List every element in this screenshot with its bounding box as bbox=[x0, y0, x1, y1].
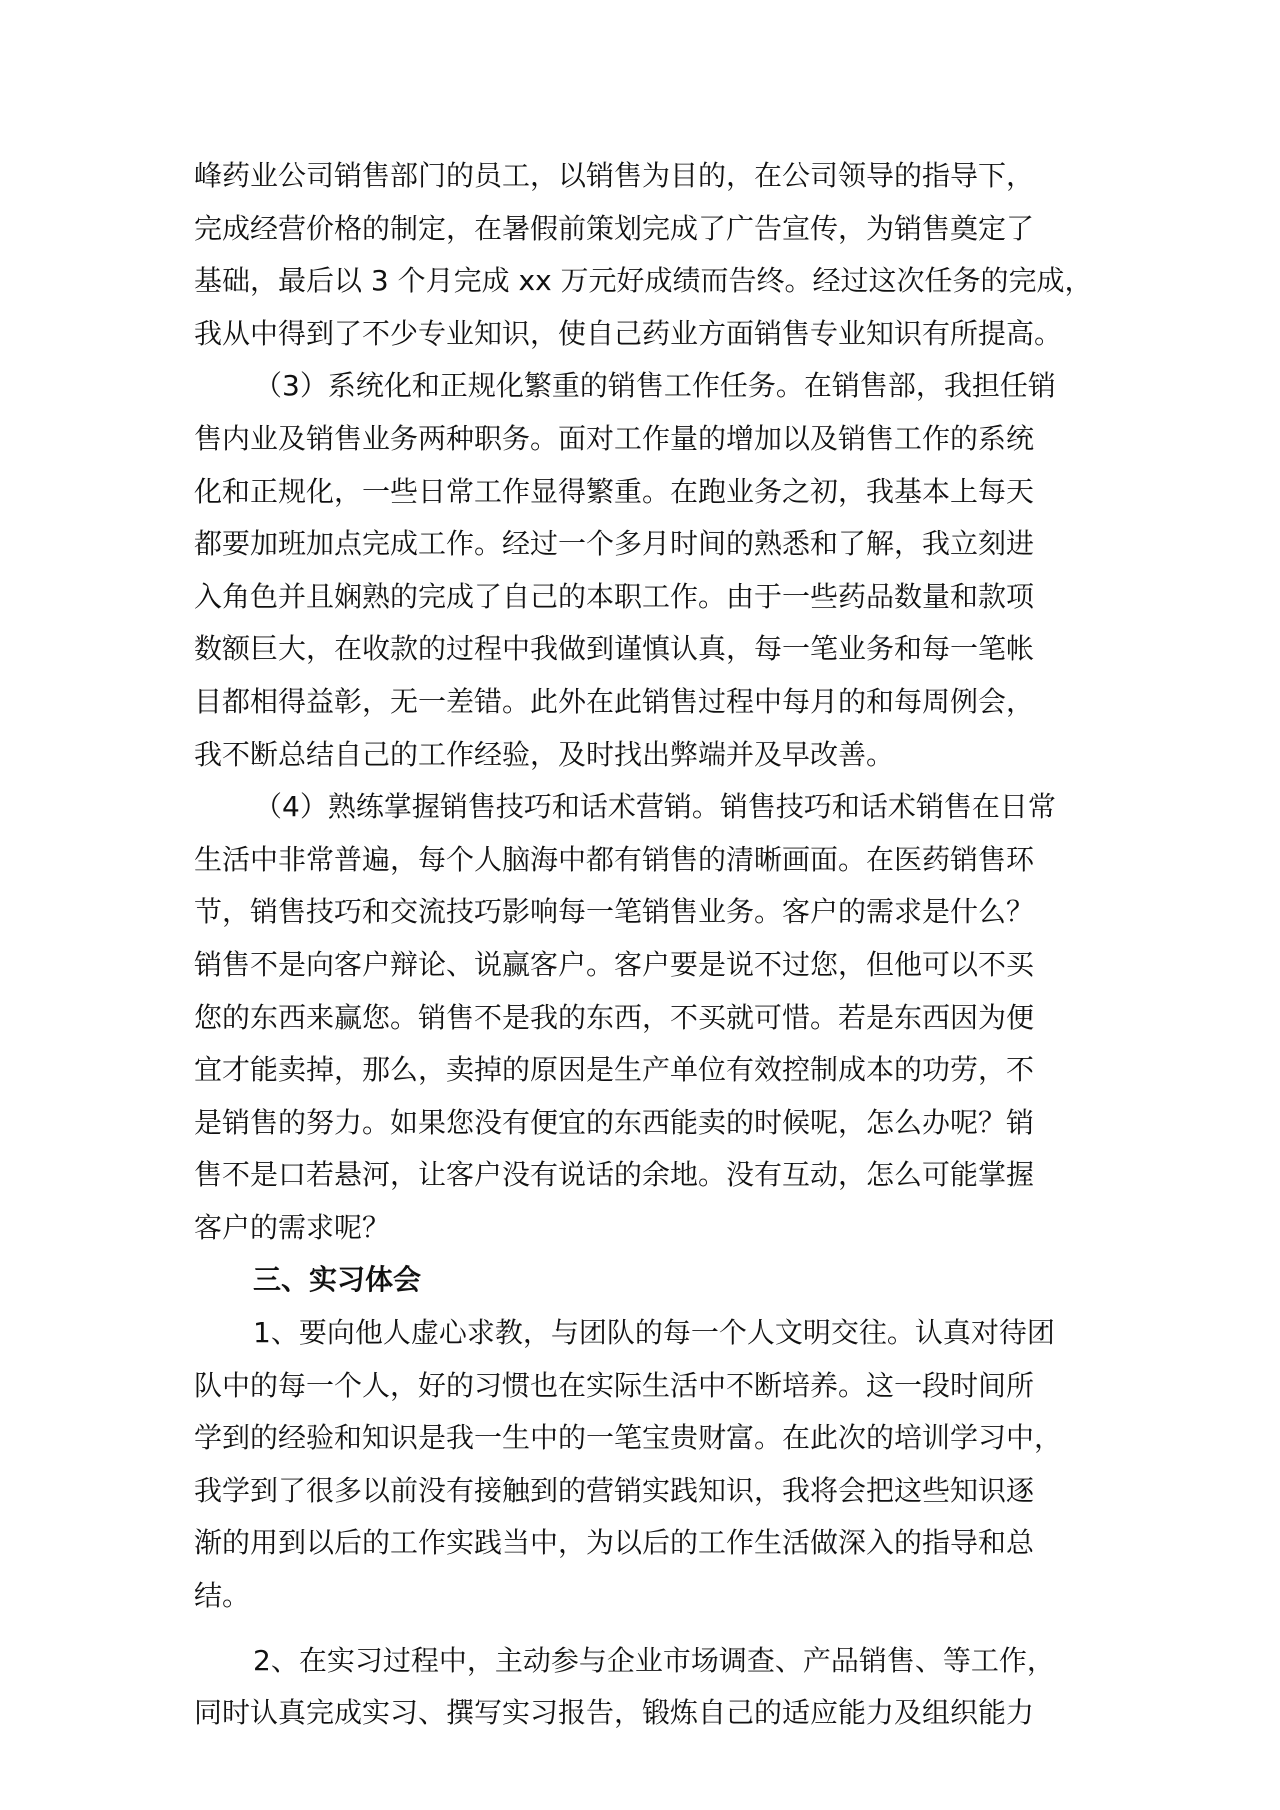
document-body bbox=[194, 150, 1094, 1740]
text-line: 峰药业公司销售部门的员工，以销售为目的，在公司领导的指导下， bbox=[194, 159, 1035, 192]
text-line: 是销售的努力。如果您没有便宜的东西能卖的时候呢，怎么办呢？销 bbox=[194, 1105, 1035, 1139]
text-line: 结。 bbox=[194, 1579, 251, 1613]
paragraph-sales-department bbox=[194, 150, 1094, 360]
text-line: 我学到了很多以前没有接触到的营销实践知识，我将会把这些知识逐 bbox=[194, 1473, 1035, 1507]
text-line: 都要加班加点完成工作。经过一个多月时间的熟悉和了解，我立刻进 bbox=[194, 527, 1035, 561]
text-line: 2、在实习过程中，主动参与企业市场调查、产品销售、等工作， bbox=[253, 1643, 1055, 1677]
text-line: 入角色并且娴熟的完成了自己的本职工作。由于一些药品数量和款项 bbox=[194, 579, 1035, 613]
paragraph-experience-1 bbox=[194, 1307, 1094, 1623]
section-heading: 三、实习体会 bbox=[253, 1263, 422, 1297]
text-line: 队中的每一个人，好的习惯也在实际生活中不断培养。这一段时间所 bbox=[194, 1368, 1035, 1402]
text-line: 化和正规化，一些日常工作显得繁重。在跑业务之初，我基本上每天 bbox=[194, 474, 1035, 508]
text-line: 同时认真完成实习、撰写实习报告，锻炼自己的适应能力及组织能力 bbox=[194, 1696, 1035, 1730]
text-line: 基础，最后以 3 个月完成 xx 万元好成绩而告终。经过这次任务的完成， bbox=[194, 264, 1093, 298]
paragraph-item-4 bbox=[194, 781, 1094, 1254]
paragraph-item-3 bbox=[194, 360, 1094, 781]
text-line: 售不是口若悬河，让客户没有说话的余地。没有互动，怎么可能掌握 bbox=[194, 1158, 1035, 1192]
text-line: 您的东西来赢您。销售不是我的东西，不买就可惜。若是东西因为便 bbox=[194, 1000, 1035, 1034]
text-line: 节，销售技巧和交流技巧影响每一笔销售业务。客户的需求是什么？ bbox=[194, 895, 1035, 929]
text-line: （4）熟练掌握销售技巧和话术营销。销售技巧和话术销售在日常 bbox=[254, 790, 1056, 824]
text-line: 1、要向他人虚心求教，与团队的每一个人文明交往。认真对待团 bbox=[253, 1316, 1055, 1350]
paragraph-experience-2 bbox=[194, 1635, 1094, 1740]
text-line: 数额巨大，在收款的过程中我做到谨慎认真，每一笔业务和每一笔帐 bbox=[194, 632, 1035, 666]
text-line: 我从中得到了不少专业知识，使自己药业方面销售专业知识有所提高。 bbox=[194, 316, 1063, 350]
text-line: 生活中非常普遍，每个人脑海中都有销售的清晰画面。在医药销售环 bbox=[194, 842, 1035, 876]
text-line: （3）系统化和正规化繁重的销售工作任务。在销售部，我担任销 bbox=[254, 369, 1056, 403]
text-line: 目都相得益彰，无一差错。此外在此销售过程中每月的和每周例会， bbox=[194, 684, 1035, 718]
text-line: 学到的经验和知识是我一生中的一笔宝贵财富。在此次的培训学习中， bbox=[194, 1421, 1063, 1455]
text-line: 宜才能卖掉，那么，卖掉的原因是生产单位有效控制成本的功劳，不 bbox=[194, 1053, 1035, 1087]
text-line: 完成经营价格的制定，在暑假前策划完成了广告宣传，为销售奠定了 bbox=[194, 211, 1035, 245]
text-line: 销售不是向客户辩论、说赢客户。客户要是说不过您，但他可以不买 bbox=[194, 947, 1035, 981]
text-line: 售内业及销售业务两种职务。面对工作量的增加以及销售工作的系统 bbox=[194, 421, 1035, 455]
text-line: 我不断总结自己的工作经验，及时找出弊端并及早改善。 bbox=[194, 737, 895, 771]
text-line: 客户的需求呢？ bbox=[194, 1210, 391, 1244]
text-line: 渐的用到以后的工作实践当中，为以后的工作生活做深入的指导和总 bbox=[194, 1526, 1035, 1560]
